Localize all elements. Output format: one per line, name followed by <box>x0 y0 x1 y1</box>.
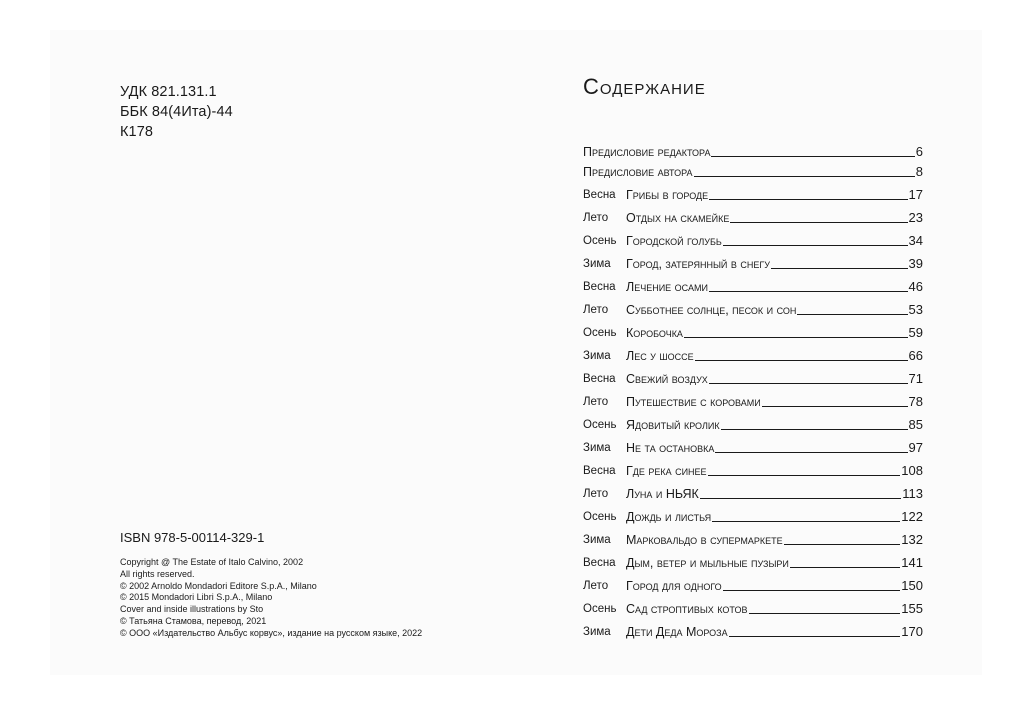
toc-season: Весна <box>583 465 616 477</box>
copyright-line: © 2015 Mondadori Libri S.p.A., Milano <box>120 592 273 603</box>
toc-season: Весна <box>583 557 616 569</box>
toc-leader-line <box>790 567 900 568</box>
toc-season: Осень <box>583 511 617 523</box>
toc-title: Где река синее <box>626 464 707 478</box>
toc-page-number: 39 <box>908 256 923 271</box>
toc-page-number: 78 <box>908 394 923 409</box>
isbn: ISBN 978-5-00114-329-1 <box>120 530 265 545</box>
toc-leader-line <box>715 452 907 453</box>
toc-leader-line <box>694 176 915 177</box>
toc-entry <box>583 183 923 203</box>
toc-page-number: 66 <box>908 348 923 363</box>
toc-season: Весна <box>583 281 616 293</box>
copyright-line: Copyright @ The Estate of Italo Calvino, 2002 <box>120 557 304 567</box>
toc-entry <box>583 551 923 571</box>
copyright-line: © ООО «Издательство Альбус корвус», издание на русском языке, 2022 <box>120 627 423 638</box>
toc-title: Город для одного <box>626 579 722 593</box>
toc-title: Предисловие автора <box>583 165 693 179</box>
toc-season: Осень <box>583 419 617 431</box>
toc-leader-line <box>708 475 901 476</box>
toc-title: Дети Деда Мороза <box>626 625 728 639</box>
toc-title: Сад строптивых котов <box>626 602 748 616</box>
toc-page-number: 155 <box>901 601 923 616</box>
toc-title: Отдых на скамейке <box>626 211 730 225</box>
toc-season: Зима <box>583 534 611 546</box>
toc-page-number: 6 <box>915 144 923 159</box>
toc-title: Свежий воздух <box>626 372 708 386</box>
toc-title: Дым, ветер и мыльные пузыри <box>626 556 789 570</box>
toc-page-number: 141 <box>901 555 923 570</box>
toc-page-number: 17 <box>908 187 923 202</box>
toc-title: Субботнее солнце, песок и сон <box>626 303 797 317</box>
toc-title: Ядовитый кролик <box>626 418 720 432</box>
toc-leader-line <box>723 590 901 591</box>
toc-leader-line <box>709 199 907 200</box>
toc-title: Предисловие редактора <box>583 145 711 159</box>
copyright-line: © Татьяна Стамова, перевод, 2021 <box>120 615 267 626</box>
toc-leader-line <box>784 544 901 545</box>
toc-page-number: 34 <box>908 233 923 248</box>
toc-entry <box>583 459 923 479</box>
toc-leader-line <box>712 521 900 522</box>
toc-leader-line <box>771 268 908 269</box>
toc-season: Зима <box>583 258 611 270</box>
toc-season: Зима <box>583 442 611 454</box>
toc-season: Зима <box>583 350 611 362</box>
toc-title: Город, затерянный в снегу <box>626 257 770 271</box>
toc-page-number: 132 <box>901 532 923 547</box>
toc-entry <box>583 321 923 341</box>
toc-title: Не та остановка <box>626 441 715 455</box>
toc-entry <box>583 252 923 272</box>
toc-leader-line <box>684 337 908 338</box>
toc-entry <box>583 298 923 318</box>
toc-season: Осень <box>583 603 617 615</box>
copyright-line: Cover and inside illustrations by Sto <box>120 604 264 615</box>
toc-leader-line <box>709 291 908 292</box>
toc-page-number: 170 <box>901 624 923 639</box>
toc-entry <box>583 367 923 387</box>
toc-leader-line <box>723 245 908 246</box>
copyright-line: All rights reserved. <box>120 568 195 579</box>
copyright-block <box>120 557 422 640</box>
toc-season: Осень <box>583 327 617 339</box>
toc-page-number: 122 <box>901 509 923 524</box>
toc-entry <box>583 413 923 433</box>
toc-title: Марковальдо в супермаркете <box>626 533 783 547</box>
toc-page-number: 97 <box>908 440 923 455</box>
toc-season: Лето <box>583 212 609 224</box>
toc-entry <box>583 160 923 180</box>
toc-entry <box>583 505 923 525</box>
toc-leader-line <box>797 314 907 315</box>
toc-leader-line <box>749 613 901 614</box>
toc-entry <box>583 620 923 640</box>
toc-season: Весна <box>583 189 616 201</box>
toc-season: Лето <box>583 396 609 408</box>
toc-page-number: 150 <box>901 578 923 593</box>
toc-title: Лес у шоссе <box>626 349 694 363</box>
toc-entry <box>583 482 923 502</box>
toc-entry <box>583 597 923 617</box>
toc-entry <box>583 140 923 160</box>
toc-season: Лето <box>583 488 609 500</box>
toc-page-number: 71 <box>908 371 923 386</box>
toc-title: Лечение осами <box>626 280 708 294</box>
toc-entry <box>583 206 923 226</box>
classification-block <box>120 82 233 142</box>
toc-season: Осень <box>583 235 617 247</box>
author-mark: К178 <box>120 124 154 140</box>
toc-leader-line <box>762 406 908 407</box>
toc-entry <box>583 528 923 548</box>
toc-title: Луна и НЬЯК <box>626 487 699 501</box>
toc-title: Коробочка <box>626 326 683 340</box>
toc-page-number: 108 <box>901 463 923 478</box>
toc-title: Грибы в городе <box>626 188 709 202</box>
toc-leader-line <box>711 156 914 157</box>
toc-entry <box>583 390 923 410</box>
toc-page-number: 23 <box>908 210 923 225</box>
udk-code: УДК 821.131.1 <box>120 84 217 100</box>
toc-season: Зима <box>583 626 611 638</box>
toc-leader-line <box>729 636 901 637</box>
toc-leader-line <box>695 360 908 361</box>
toc-title: Городской голубь <box>626 234 722 248</box>
toc-entry <box>583 574 923 594</box>
toc-page-number: 8 <box>915 164 923 179</box>
contents-title: Содержание <box>583 74 706 99</box>
toc-title: Путешествие с коровами <box>626 395 761 409</box>
toc-entry <box>583 344 923 364</box>
toc-leader-line <box>709 383 908 384</box>
toc-season: Весна <box>583 373 616 385</box>
toc-leader-line <box>730 222 907 223</box>
toc-page-number: 53 <box>908 302 923 317</box>
toc-page-number: 113 <box>902 486 923 501</box>
toc-entry <box>583 275 923 295</box>
toc-page-number: 85 <box>908 417 923 432</box>
toc-leader-line <box>700 498 901 499</box>
toc-page-number: 59 <box>908 325 923 340</box>
toc-entry <box>583 229 923 249</box>
toc-title: Дождь и листья <box>626 510 712 524</box>
toc-leader-line <box>721 429 908 430</box>
toc-page-number: 46 <box>908 279 923 294</box>
bbk-code: ББК 84(4Ита)-44 <box>120 104 233 120</box>
copyright-line: © 2002 Arnoldo Mondadori Editore S.p.A., Milano <box>120 580 317 591</box>
toc-season: Лето <box>583 580 609 592</box>
toc-season: Лето <box>583 304 609 316</box>
toc-entry <box>583 436 923 456</box>
